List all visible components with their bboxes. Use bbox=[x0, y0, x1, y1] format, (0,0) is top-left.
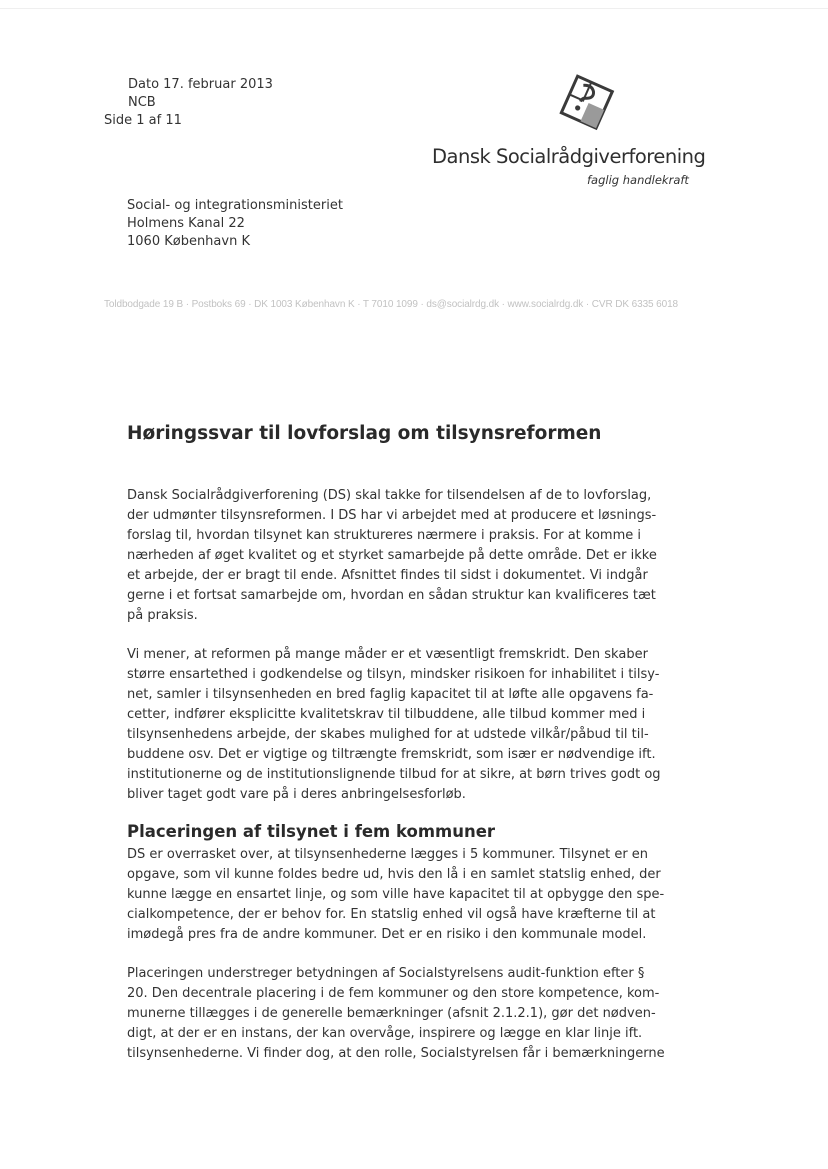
initials-label: NCB bbox=[128, 95, 156, 110]
recipient-line: Holmens Kanal 22 bbox=[127, 216, 245, 231]
paragraph-line: tilsynsenhedens arbejde, der skabes mulighed for at udstede vilkår/påbud til til- bbox=[127, 727, 649, 742]
paragraph-line: cetter, indfører eksplicitte kvalitetskrav til tilbuddene, alle tilbud kommer med i bbox=[127, 707, 646, 722]
paragraph-line: DS er overrasket over, at tilsynsenhederne lægges i 5 kommuner. Tilsynet er en bbox=[127, 847, 649, 862]
ds-logo-icon bbox=[554, 74, 618, 134]
paragraph-line: buddene osv. Det er vigtige og tiltrængte fremskridt, som især er nødvendige ift. bbox=[127, 747, 656, 762]
paragraph-line: imødegå pres fra de andre kommuner. Det er en risiko i den kommunale model. bbox=[127, 927, 647, 942]
paragraph-line: gerne i et fortsat samarbejde om, hvordan en sådan struktur kan kvalificeres tæt bbox=[127, 588, 656, 603]
paragraph-line: cialkompetence, der er behov for. En statslig enhed vil også have kræfterne til at bbox=[127, 907, 656, 922]
paragraph-line: digt, at der er en instans, der kan overvåge, inspirere og lægge en klar linje ift. bbox=[127, 1026, 643, 1041]
paragraph-line: bliver taget godt vare på i deres anbringelsesforløb. bbox=[127, 787, 466, 802]
paragraph-line: 20. Den decentrale placering i de fem kommuner og den store kompetence, kom- bbox=[127, 986, 660, 1001]
body-paragraph-2 bbox=[127, 645, 661, 805]
paragraph-line: Vi mener, at reformen på mange måder er et væsentligt fremskridt. Den skaber bbox=[127, 647, 648, 662]
brand-tagline: faglig handlekraft bbox=[587, 173, 689, 187]
contact-line: Toldbodgade 19 B · Postboks 69 · DK 1003 København K · T 7010 1099 · ds@socialrdg.dk · www.socialrdg.dk · CVR DK 6335 6018 bbox=[104, 299, 679, 310]
paragraph-line: munerne tillægges i de generelle bemærkninger (afsnit 2.1.2.1), gør det nødven- bbox=[127, 1006, 656, 1021]
body-paragraph-4 bbox=[127, 964, 665, 1064]
recipient-line: Social- og integrationsministeriet bbox=[127, 198, 343, 213]
paragraph-line: nærheden af øget kvalitet og et styrket samarbejde på dette område. Det er ikke bbox=[127, 548, 657, 563]
paragraph-line: forslag til, hvordan tilsynet kan struktureres nærmere i praksis. For at komme i bbox=[127, 528, 641, 543]
document-meta bbox=[104, 76, 273, 130]
document-title: Høringssvar til lovforslag om tilsynsreformen bbox=[127, 423, 602, 444]
section-heading: Placeringen af tilsynet i fem kommuner bbox=[127, 822, 496, 841]
paragraph-line: institutionerne og de institutionslignende tilbud for at sikre, at børn trives godt og bbox=[127, 767, 661, 782]
recipient-address bbox=[127, 197, 343, 251]
paragraph-line: net, samler i tilsynsenheden en bred faglig kapacitet til at løfte alle opgavens fa- bbox=[127, 687, 654, 702]
paragraph-line: Dansk Socialrådgiverforening (DS) skal takke for tilsendelsen af de to lovforslag, bbox=[127, 488, 652, 503]
date-label: Dato 17. februar 2013 bbox=[128, 77, 273, 92]
paragraph-line: der udmønter tilsynsreformen. I DS har vi arbejdet med at producere et løsnings- bbox=[127, 508, 657, 523]
body-paragraph-3 bbox=[127, 845, 664, 945]
paragraph-line: Placeringen understreger betydningen af Socialstyrelsens audit-funktion efter § bbox=[127, 966, 645, 981]
paragraph-line: opgave, som vil kunne foldes bedre ud, hvis den lå i en samlet statslig enhed, der bbox=[127, 867, 661, 882]
paragraph-line: tilsynsenhederne. Vi finder dog, at den rolle, Socialstyrelsen får i bemærkningerne bbox=[127, 1046, 665, 1061]
paragraph-line: på praksis. bbox=[127, 608, 198, 623]
page-number-label: Side 1 af 11 bbox=[104, 113, 182, 128]
body-paragraph-1 bbox=[127, 486, 657, 626]
scan-edge-line bbox=[0, 8, 828, 9]
paragraph-line: større ensartethed i godkendelse og tilsyn, mindsker risikoen for inhabilitet i tilsy- bbox=[127, 667, 660, 682]
paragraph-line: et arbejde, der er bragt til ende. Afsnittet findes til sidst i dokumentet. Vi indgår bbox=[127, 568, 648, 583]
brand-name: Dansk Socialrådgiverforening bbox=[432, 145, 706, 168]
recipient-line: 1060 København K bbox=[127, 234, 250, 249]
paragraph-line: kunne lægge en ensartet linje, og som ville have kapacitet til at opbygge den spe- bbox=[127, 887, 665, 902]
